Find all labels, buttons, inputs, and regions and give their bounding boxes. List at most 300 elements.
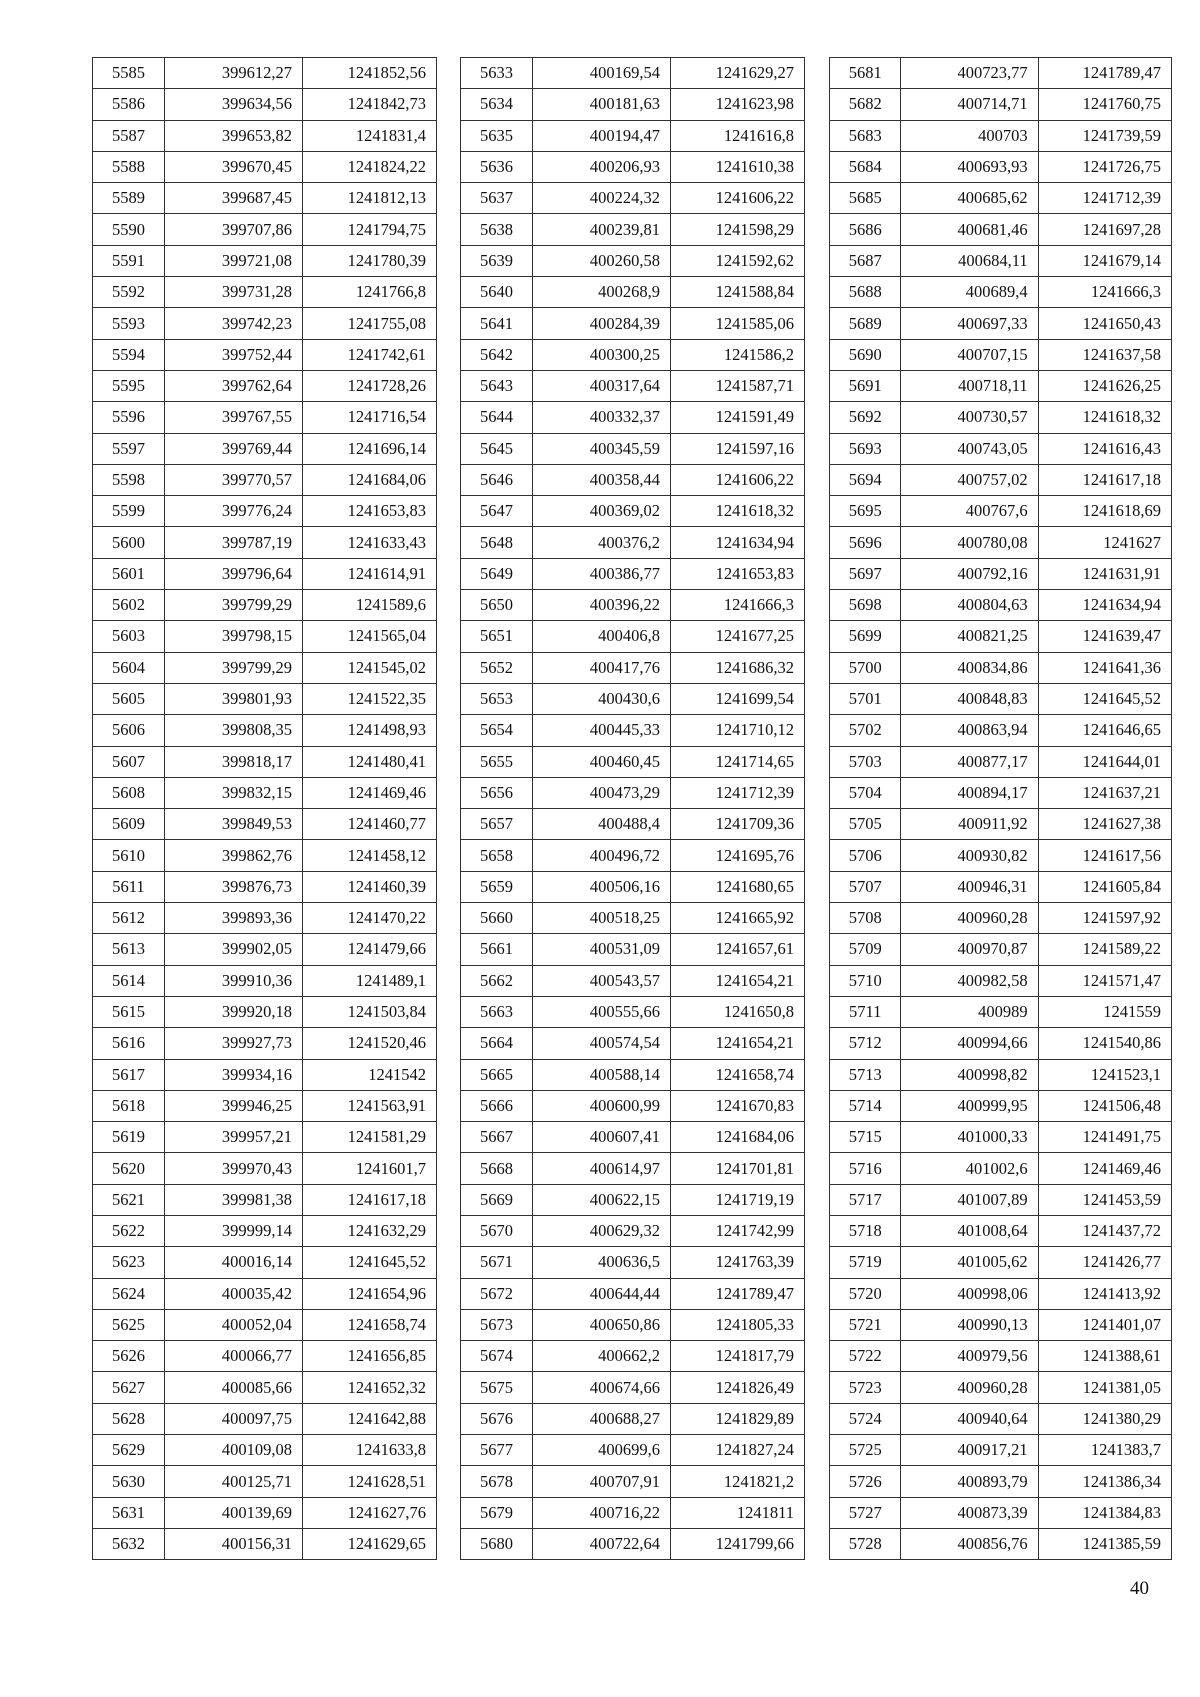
- table-row: [93, 433, 437, 464]
- point-number: 5659: [461, 871, 533, 902]
- table-row: [830, 1184, 1172, 1215]
- y-coordinate: 1241637,21: [1038, 777, 1171, 808]
- y-coordinate: 1241634,94: [1038, 590, 1171, 621]
- point-number: 5597: [93, 433, 165, 464]
- point-number: 5630: [93, 1466, 165, 1497]
- table-row: [461, 1122, 805, 1153]
- table-row: [830, 746, 1172, 777]
- point-number: 5675: [461, 1372, 533, 1403]
- y-coordinate: 1241684,06: [671, 1122, 805, 1153]
- point-number: 5603: [93, 621, 165, 652]
- x-coordinate: 399670,45: [165, 151, 303, 182]
- x-coordinate: 400531,09: [533, 934, 671, 965]
- x-coordinate: 400730,57: [901, 402, 1038, 433]
- y-coordinate: 1241755,08: [303, 308, 437, 339]
- point-number: 5711: [830, 996, 901, 1027]
- y-coordinate: 1241380,29: [1038, 1403, 1171, 1434]
- table-row: [461, 1466, 805, 1497]
- y-coordinate: 1241616,8: [671, 120, 805, 151]
- x-coordinate: 399902,05: [165, 934, 303, 965]
- table-row: [830, 652, 1172, 683]
- y-coordinate: 1241522,35: [303, 683, 437, 714]
- y-coordinate: 1241503,84: [303, 996, 437, 1027]
- x-coordinate: 399752,44: [165, 339, 303, 370]
- table-row: [461, 151, 805, 182]
- y-coordinate: 1241811: [671, 1497, 805, 1528]
- table-row: [830, 1278, 1172, 1309]
- table-row: [830, 1059, 1172, 1090]
- y-coordinate: 1241697,28: [1038, 214, 1171, 245]
- point-number: 5723: [830, 1372, 901, 1403]
- y-coordinate: 1241637,58: [1038, 339, 1171, 370]
- y-coordinate: 1241460,39: [303, 871, 437, 902]
- y-coordinate: 1241634,94: [671, 527, 805, 558]
- x-coordinate: 400317,64: [533, 370, 671, 401]
- point-number: 5715: [830, 1122, 901, 1153]
- y-coordinate: 1241650,8: [671, 996, 805, 1027]
- point-number: 5686: [830, 214, 901, 245]
- x-coordinate: 400693,93: [901, 151, 1038, 182]
- point-number: 5692: [830, 402, 901, 433]
- x-coordinate: 400703: [901, 120, 1038, 151]
- point-number: 5601: [93, 558, 165, 589]
- table-row: [93, 151, 437, 182]
- y-coordinate: 1241545,02: [303, 652, 437, 683]
- x-coordinate: 400488,4: [533, 809, 671, 840]
- point-number: 5721: [830, 1309, 901, 1340]
- x-coordinate: 400460,45: [533, 746, 671, 777]
- x-coordinate: 399946,25: [165, 1090, 303, 1121]
- point-number: 5609: [93, 809, 165, 840]
- point-number: 5635: [461, 120, 533, 151]
- table-row: [830, 464, 1172, 495]
- y-coordinate: 1241460,77: [303, 809, 437, 840]
- table-row: [93, 1184, 437, 1215]
- y-coordinate: 1241453,59: [1038, 1184, 1171, 1215]
- y-coordinate: 1241606,22: [671, 183, 805, 214]
- table-row: [93, 1028, 437, 1059]
- point-number: 5679: [461, 1497, 533, 1528]
- table-row: [461, 183, 805, 214]
- x-coordinate: 400369,02: [533, 496, 671, 527]
- y-coordinate: 1241666,3: [1038, 277, 1171, 308]
- y-coordinate: 1241581,29: [303, 1122, 437, 1153]
- y-coordinate: 1241592,62: [671, 245, 805, 276]
- y-coordinate: 1241626,25: [1038, 370, 1171, 401]
- table-row: [461, 1184, 805, 1215]
- y-coordinate: 1241520,46: [303, 1028, 437, 1059]
- point-number: 5683: [830, 120, 901, 151]
- x-coordinate: 399799,29: [165, 590, 303, 621]
- point-number: 5691: [830, 370, 901, 401]
- point-number: 5614: [93, 965, 165, 996]
- y-coordinate: 1241677,25: [671, 621, 805, 652]
- y-coordinate: 1241601,7: [303, 1153, 437, 1184]
- x-coordinate: 401005,62: [901, 1247, 1038, 1278]
- y-coordinate: 1241652,32: [303, 1372, 437, 1403]
- point-number: 5613: [93, 934, 165, 965]
- point-number: 5625: [93, 1309, 165, 1340]
- y-coordinate: 1241629,65: [303, 1528, 437, 1559]
- point-number: 5657: [461, 809, 533, 840]
- x-coordinate: 400607,41: [533, 1122, 671, 1153]
- table-row: [461, 1497, 805, 1528]
- table-row: [830, 1028, 1172, 1059]
- table-row: [93, 1278, 437, 1309]
- point-number: 5628: [93, 1403, 165, 1434]
- point-number: 5612: [93, 903, 165, 934]
- table-row: [830, 308, 1172, 339]
- x-coordinate: 400644,44: [533, 1278, 671, 1309]
- x-coordinate: 399934,16: [165, 1059, 303, 1090]
- x-coordinate: 400718,11: [901, 370, 1038, 401]
- x-coordinate: 400894,17: [901, 777, 1038, 808]
- table-row: [461, 1403, 805, 1434]
- x-coordinate: 400716,22: [533, 1497, 671, 1528]
- table-row: [830, 934, 1172, 965]
- y-coordinate: 1241617,18: [303, 1184, 437, 1215]
- x-coordinate: 399687,45: [165, 183, 303, 214]
- y-coordinate: 1241716,54: [303, 402, 437, 433]
- table-row: [830, 370, 1172, 401]
- y-coordinate: 1241805,33: [671, 1309, 805, 1340]
- x-coordinate: 400181,63: [533, 89, 671, 120]
- table-row: [93, 1528, 437, 1559]
- table-row: [461, 903, 805, 934]
- x-coordinate: 399731,28: [165, 277, 303, 308]
- point-number: 5640: [461, 277, 533, 308]
- point-number: 5616: [93, 1028, 165, 1059]
- point-number: 5617: [93, 1059, 165, 1090]
- table-row: [461, 996, 805, 1027]
- table-row: [830, 58, 1172, 89]
- y-coordinate: 1241540,86: [1038, 1028, 1171, 1059]
- x-coordinate: 400998,06: [901, 1278, 1038, 1309]
- table-row: [93, 214, 437, 245]
- x-coordinate: 400496,72: [533, 840, 671, 871]
- table-row: [93, 590, 437, 621]
- table-row: [461, 965, 805, 996]
- y-coordinate: 1241618,32: [671, 496, 805, 527]
- y-coordinate: 1241684,06: [303, 464, 437, 495]
- point-number: 5598: [93, 464, 165, 495]
- x-coordinate: 400206,93: [533, 151, 671, 182]
- y-coordinate: 1241712,39: [1038, 183, 1171, 214]
- table-row: [93, 1435, 437, 1466]
- x-coordinate: 400125,71: [165, 1466, 303, 1497]
- y-coordinate: 1241726,75: [1038, 151, 1171, 182]
- point-number: 5678: [461, 1466, 533, 1497]
- table-row: [461, 1153, 805, 1184]
- table-row: [461, 527, 805, 558]
- point-number: 5669: [461, 1184, 533, 1215]
- x-coordinate: 400970,87: [901, 934, 1038, 965]
- table-row: [461, 1309, 805, 1340]
- point-number: 5600: [93, 527, 165, 558]
- y-coordinate: 1241831,4: [303, 120, 437, 151]
- point-number: 5596: [93, 402, 165, 433]
- point-number: 5702: [830, 715, 901, 746]
- y-coordinate: 1241826,49: [671, 1372, 805, 1403]
- point-number: 5652: [461, 652, 533, 683]
- coordinate-table-2: [460, 57, 805, 1560]
- y-coordinate: 1241386,34: [1038, 1466, 1171, 1497]
- y-coordinate: 1241645,52: [1038, 683, 1171, 714]
- point-number: 5661: [461, 934, 533, 965]
- y-coordinate: 1241563,91: [303, 1090, 437, 1121]
- x-coordinate: 399927,73: [165, 1028, 303, 1059]
- x-coordinate: 400614,97: [533, 1153, 671, 1184]
- x-coordinate: 400804,63: [901, 590, 1038, 621]
- point-number: 5620: [93, 1153, 165, 1184]
- x-coordinate: 400358,44: [533, 464, 671, 495]
- point-number: 5663: [461, 996, 533, 1027]
- y-coordinate: 1241842,73: [303, 89, 437, 120]
- table-row: [93, 1059, 437, 1090]
- y-coordinate: 1241633,8: [303, 1435, 437, 1466]
- table-row: [830, 120, 1172, 151]
- x-coordinate: 400940,64: [901, 1403, 1038, 1434]
- x-coordinate: 399653,82: [165, 120, 303, 151]
- y-coordinate: 1241385,59: [1038, 1528, 1171, 1559]
- x-coordinate: 400506,16: [533, 871, 671, 902]
- x-coordinate: 400780,08: [901, 527, 1038, 558]
- table-row: [93, 370, 437, 401]
- x-coordinate: 399862,76: [165, 840, 303, 871]
- y-coordinate: 1241597,92: [1038, 903, 1171, 934]
- point-number: 5664: [461, 1028, 533, 1059]
- table-row: [93, 496, 437, 527]
- y-coordinate: 1241799,66: [671, 1528, 805, 1559]
- x-coordinate: 400707,15: [901, 339, 1038, 370]
- x-coordinate: 400376,2: [533, 527, 671, 558]
- x-coordinate: 400636,5: [533, 1247, 671, 1278]
- y-coordinate: 1241712,39: [671, 777, 805, 808]
- point-number: 5701: [830, 683, 901, 714]
- y-coordinate: 1241633,43: [303, 527, 437, 558]
- x-coordinate: 400224,32: [533, 183, 671, 214]
- point-number: 5645: [461, 433, 533, 464]
- y-coordinate: 1241605,84: [1038, 871, 1171, 902]
- x-coordinate: 400960,28: [901, 903, 1038, 934]
- x-coordinate: 400622,15: [533, 1184, 671, 1215]
- table-row: [93, 1153, 437, 1184]
- table-row: [93, 1497, 437, 1528]
- point-number: 5660: [461, 903, 533, 934]
- x-coordinate: 400689,4: [901, 277, 1038, 308]
- y-coordinate: 1241829,89: [671, 1403, 805, 1434]
- x-coordinate: 399707,86: [165, 214, 303, 245]
- point-number: 5712: [830, 1028, 901, 1059]
- x-coordinate: 400707,91: [533, 1466, 671, 1497]
- point-number: 5602: [93, 590, 165, 621]
- table-row: [93, 715, 437, 746]
- table-row: [93, 621, 437, 652]
- y-coordinate: 1241656,85: [303, 1341, 437, 1372]
- x-coordinate: 400723,77: [901, 58, 1038, 89]
- point-number: 5696: [830, 527, 901, 558]
- point-number: 5656: [461, 777, 533, 808]
- point-number: 5637: [461, 183, 533, 214]
- y-coordinate: 1241646,65: [1038, 715, 1171, 746]
- x-coordinate: 401002,6: [901, 1153, 1038, 1184]
- table-row: [461, 245, 805, 276]
- point-number: 5604: [93, 652, 165, 683]
- table-row: [830, 1090, 1172, 1121]
- coordinate-table-1: [92, 57, 437, 1560]
- point-number: 5725: [830, 1435, 901, 1466]
- table-row: [93, 277, 437, 308]
- y-coordinate: 1241627,76: [303, 1497, 437, 1528]
- point-number: 5668: [461, 1153, 533, 1184]
- x-coordinate: 399798,15: [165, 621, 303, 652]
- x-coordinate: 400600,99: [533, 1090, 671, 1121]
- table-row: [830, 214, 1172, 245]
- table-row: [461, 809, 805, 840]
- x-coordinate: 400300,25: [533, 339, 671, 370]
- x-coordinate: 400260,58: [533, 245, 671, 276]
- table-row: [830, 151, 1172, 182]
- table-row: [830, 621, 1172, 652]
- x-coordinate: 399999,14: [165, 1215, 303, 1246]
- point-number: 5718: [830, 1215, 901, 1246]
- x-coordinate: 400834,86: [901, 652, 1038, 683]
- point-number: 5682: [830, 89, 901, 120]
- y-coordinate: 1241589,22: [1038, 934, 1171, 965]
- x-coordinate: 400085,66: [165, 1372, 303, 1403]
- x-coordinate: 400979,56: [901, 1341, 1038, 1372]
- x-coordinate: 399776,24: [165, 496, 303, 527]
- point-number: 5649: [461, 558, 533, 589]
- y-coordinate: 1241824,22: [303, 151, 437, 182]
- y-coordinate: 1241401,07: [1038, 1309, 1171, 1340]
- point-number: 5638: [461, 214, 533, 245]
- x-coordinate: 401000,33: [901, 1122, 1038, 1153]
- y-coordinate: 1241710,12: [671, 715, 805, 746]
- table-row: [830, 1528, 1172, 1559]
- y-coordinate: 1241388,61: [1038, 1341, 1171, 1372]
- y-coordinate: 1241642,88: [303, 1403, 437, 1434]
- table-row: [93, 809, 437, 840]
- point-number: 5611: [93, 871, 165, 902]
- point-number: 5658: [461, 840, 533, 871]
- point-number: 5634: [461, 89, 533, 120]
- table-row: [830, 809, 1172, 840]
- table-row: [461, 120, 805, 151]
- table-row: [830, 1341, 1172, 1372]
- table-row: [93, 120, 437, 151]
- point-number: 5697: [830, 558, 901, 589]
- table-row: [93, 1309, 437, 1340]
- point-number: 5619: [93, 1122, 165, 1153]
- y-coordinate: 1241766,8: [303, 277, 437, 308]
- point-number: 5607: [93, 746, 165, 777]
- x-coordinate: 400543,57: [533, 965, 671, 996]
- table-row: [830, 496, 1172, 527]
- table-row: [93, 840, 437, 871]
- x-coordinate: 400989: [901, 996, 1038, 1027]
- table-row: [461, 89, 805, 120]
- x-coordinate: 400911,92: [901, 809, 1038, 840]
- point-number: 5641: [461, 308, 533, 339]
- point-number: 5644: [461, 402, 533, 433]
- table-row: [461, 683, 805, 714]
- table-row: [461, 1341, 805, 1372]
- x-coordinate: 400685,62: [901, 183, 1038, 214]
- point-number: 5704: [830, 777, 901, 808]
- x-coordinate: 399769,44: [165, 433, 303, 464]
- point-number: 5677: [461, 1435, 533, 1466]
- x-coordinate: 400139,69: [165, 1497, 303, 1528]
- x-coordinate: 400960,28: [901, 1372, 1038, 1403]
- y-coordinate: 1241686,32: [671, 652, 805, 683]
- x-coordinate: 400767,6: [901, 496, 1038, 527]
- x-coordinate: 399770,57: [165, 464, 303, 495]
- x-coordinate: 400873,39: [901, 1497, 1038, 1528]
- point-number: 5689: [830, 308, 901, 339]
- y-coordinate: 1241458,12: [303, 840, 437, 871]
- y-coordinate: 1241653,83: [671, 558, 805, 589]
- y-coordinate: 1241542: [303, 1059, 437, 1090]
- table-row: [93, 871, 437, 902]
- x-coordinate: 399970,43: [165, 1153, 303, 1184]
- y-coordinate: 1241679,14: [1038, 245, 1171, 276]
- x-coordinate: 401008,64: [901, 1215, 1038, 1246]
- y-coordinate: 1241381,05: [1038, 1372, 1171, 1403]
- point-number: 5666: [461, 1090, 533, 1121]
- table-row: [93, 58, 437, 89]
- x-coordinate: 400066,77: [165, 1341, 303, 1372]
- y-coordinate: 1241701,81: [671, 1153, 805, 1184]
- point-number: 5703: [830, 746, 901, 777]
- table-row: [93, 402, 437, 433]
- x-coordinate: 399612,27: [165, 58, 303, 89]
- table-row: [830, 277, 1172, 308]
- x-coordinate: 400714,71: [901, 89, 1038, 120]
- table-row: [93, 652, 437, 683]
- y-coordinate: 1241498,93: [303, 715, 437, 746]
- point-number: 5622: [93, 1215, 165, 1246]
- y-coordinate: 1241614,91: [303, 558, 437, 589]
- point-number: 5685: [830, 183, 901, 214]
- y-coordinate: 1241742,99: [671, 1215, 805, 1246]
- table-row: [93, 777, 437, 808]
- page-number: 40: [1130, 1578, 1149, 1599]
- x-coordinate: 399818,17: [165, 746, 303, 777]
- y-coordinate: 1241610,38: [671, 151, 805, 182]
- y-coordinate: 1241629,27: [671, 58, 805, 89]
- x-coordinate: 400688,27: [533, 1403, 671, 1434]
- table-row: [461, 934, 805, 965]
- y-coordinate: 1241606,22: [671, 464, 805, 495]
- y-coordinate: 1241437,72: [1038, 1215, 1171, 1246]
- x-coordinate: 399920,18: [165, 996, 303, 1027]
- table-row: [830, 402, 1172, 433]
- x-coordinate: 400848,83: [901, 683, 1038, 714]
- x-coordinate: 400982,58: [901, 965, 1038, 996]
- point-number: 5690: [830, 339, 901, 370]
- y-coordinate: 1241426,77: [1038, 1247, 1171, 1278]
- y-coordinate: 1241812,13: [303, 183, 437, 214]
- table-row: [93, 89, 437, 120]
- point-number: 5599: [93, 496, 165, 527]
- point-number: 5646: [461, 464, 533, 495]
- point-number: 5716: [830, 1153, 901, 1184]
- point-number: 5681: [830, 58, 901, 89]
- x-coordinate: 399742,23: [165, 308, 303, 339]
- table-row: [93, 527, 437, 558]
- x-coordinate: 399957,21: [165, 1122, 303, 1153]
